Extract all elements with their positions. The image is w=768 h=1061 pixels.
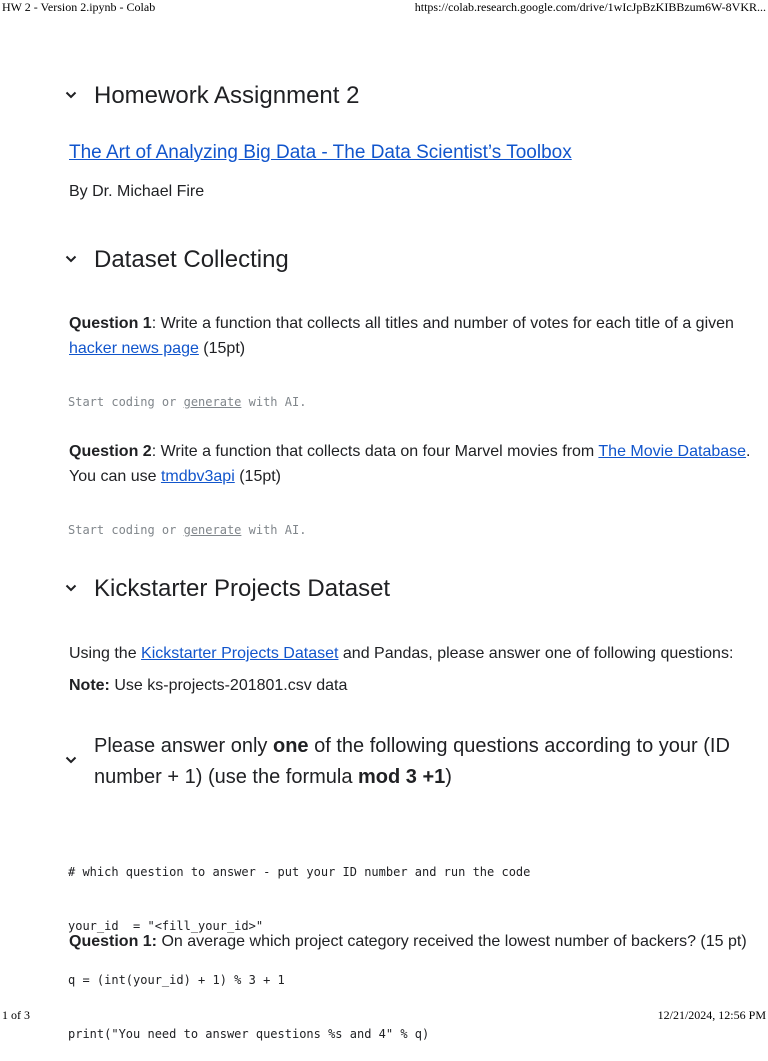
question-2-body: : Write a function that collects data on four Marvel movies from [151,443,599,460]
question-2-line2 [69,468,281,486]
code-cell-placeholder[interactable] [68,523,306,537]
kickstarter-question-1-body: On average which project category received the lowest number of backers? (15 pt) [157,933,747,950]
heading-bold-formula: mod 3 +1 [358,766,446,788]
question-1-text [69,315,734,333]
code-line: your_id = "<fill_your_id>" [68,919,264,933]
movie-database-link[interactable]: The Movie Database [598,443,747,460]
kickstarter-question-1 [69,933,747,951]
question-1-line2 [69,340,245,358]
question-1-body: : Write a function that collects all titles and number of votes for each title of a given [151,315,734,332]
question-2-period: . [746,443,751,460]
question-2-label: Question 2 [69,443,152,460]
note-text [69,677,347,695]
chevron-down-icon[interactable] [64,88,78,102]
placeholder-suffix: with AI. [241,523,307,537]
print-header [0,0,768,16]
print-footer [0,1008,768,1024]
placeholder-prefix: Start coding or [68,395,184,409]
intro-prefix: Using the [69,645,142,662]
course-title-link[interactable]: The Art of Analyzing Big Data - The Data Scientist’s Toolbox [69,142,572,163]
note-body: Use ks-projects-201801.csv data [109,677,348,694]
section-heading-kickstarter: Kickstarter Projects Dataset [94,575,391,602]
chevron-down-icon[interactable] [64,753,78,767]
question-2-points: (15pt) [234,468,282,485]
placeholder-prefix: Start coding or [68,523,184,537]
question-1-label: Question 1 [69,315,152,332]
generate-link[interactable]: generate [183,523,242,537]
print-page-title: HW 2 - Version 2.ipynb - Colab [2,0,156,14]
section-heading-dataset-collecting: Dataset Collecting [94,246,289,273]
code-line: print("You need to answer questions %s and 4" % q) [68,1027,430,1041]
code-line: # which question to answer - put your ID number and run the code [68,865,531,879]
chevron-down-icon[interactable] [64,252,78,266]
heading-bold-one: one [272,735,309,757]
author-text: By Dr. Michael Fire [69,183,205,200]
question-2-line2-prefix: You can use [69,468,161,485]
generate-link[interactable]: generate [183,395,242,409]
heading-part-2: of the following questions according to your (ID number + 1) (use the formula [94,735,730,788]
print-page-url: https://colab.research.google.com/drive/1wIcJpBzKIBBzum6W-8VKR... [414,0,766,14]
note-label: Note: [69,677,110,694]
page-number: 1 of 3 [2,1008,30,1022]
tmdbv3api-link[interactable]: tmdbv3api [160,468,235,485]
kickstarter-intro [69,645,733,663]
chevron-down-icon[interactable] [64,581,78,595]
code-line: q = (int(your_id) + 1) % 3 + 1 [68,973,285,987]
section-heading-homework: Homework Assignment 2 [94,82,360,109]
question-1-points: (15pt) [198,340,246,357]
print-datetime: 12/21/2024, 12:56 PM [657,1008,766,1022]
question-2-text [69,443,751,461]
section-heading-answer-one [94,731,734,793]
kickstarter-question-1-label: Question 1: [69,933,158,950]
hacker-news-link[interactable]: hacker news page [69,340,199,357]
kickstarter-dataset-link[interactable]: Kickstarter Projects Dataset [141,645,339,662]
intro-suffix: and Pandas, please answer one of following questions: [338,645,734,662]
heading-part-3: ) [445,766,452,788]
code-cell-placeholder[interactable] [68,395,306,409]
placeholder-suffix: with AI. [241,395,307,409]
heading-part-1: Please answer only [94,735,273,757]
